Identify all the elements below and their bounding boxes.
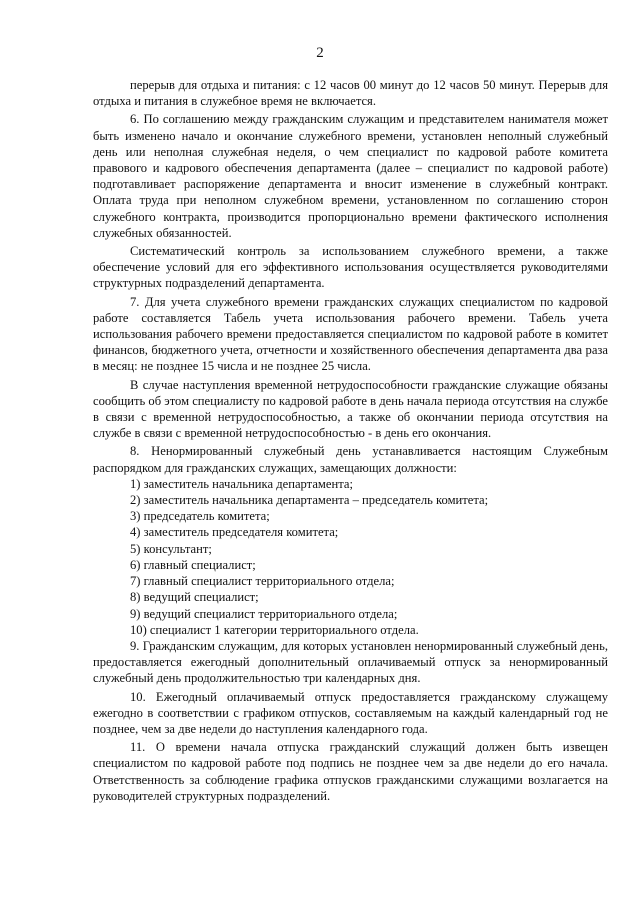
list-item: 4) заместитель председателя комитета;	[130, 525, 339, 540]
list-item: 8) ведущий специалист;	[130, 590, 259, 605]
paragraph-item-11: 11. О времени начала отпуска гражданский служащий должен быть извещен специалистом по кадровой работе под подпись не позднее чем за две недели до его начала. Ответственность за соблюдение графика отпусков гражданскими служащими возлагается на руководителей структурных подразделений.	[93, 740, 608, 803]
positions-list	[93, 476, 608, 638]
paragraph-item-7: 7. Для учета служебного времени гражданских служащих специалистом по кадровой работе составляется Табель учета использования рабочего времени. Табель учета использования рабочего времени предоставляется специалистом по кадровой работе в комитет финансов, бюджетного учета, отчетности и хозяйственного обеспечения департамента два раза в месяц: не позднее 15 числа и не позднее 25 числа.	[93, 294, 608, 374]
list-item: 2) заместитель начальника департамента – председатель комитета;	[130, 493, 489, 508]
paragraph-control: Систематический контроль за использованием служебного времени, а также обеспечение условий для его эффективного использования осуществляется руководителями структурных подразделений департамента.	[93, 244, 608, 291]
list-item: 3) председатель комитета;	[130, 509, 270, 524]
list-item: 10) специалист 1 категории территориального отдела.	[130, 622, 419, 637]
document-body	[93, 77, 608, 804]
paragraph-item-8: 8. Ненормированный служебный день устанавливается настоящим Служебным распорядком для гражданских служащих, замещающих должности:	[93, 444, 608, 475]
paragraph-item-10: 10. Ежегодный оплачиваемый отпуск предоставляется гражданскому служащему ежегодно в соответствии с графиком отпусков, составляемым на каждый календарный год не позднее, чем за две недели до наступления календарного года.	[93, 689, 608, 736]
list-item: 6) главный специалист;	[130, 557, 256, 572]
paragraph-break-time: перерыв для отдыха и питания: с 12 часов 00 минут до 12 часов 50 минут. Перерыв для отдыха и питания в служебное время не включается.	[93, 78, 608, 109]
list-item: 5) консультант;	[130, 541, 212, 556]
page-number: 2	[316, 45, 324, 61]
paragraph-item-9: 9. Гражданским служащим, для которых установлен ненормированный служебный день, предоставляется ежегодный дополнительный оплачиваемый отпуск за ненормированный служебный день продолжительностью три календарных дня.	[93, 638, 608, 686]
paragraph-item-6: 6. По соглашению между гражданским служащим и представителем нанимателя может быть изменено начало и окончание служебного времени, установлен неполный служебный день или неполная служебная неделя, о чем специалист по кадровой работе комитета правового и кадрового обеспечения департамента (далее – специалист по кадровой работе) подготавливает распоряжение департамента и вносит изменение в служебный контракт. Оплата труда при неполном служебном времени, установленном по соглашению сторон служебного контракта, производится пропорционально времени фактического исполнения служебных обязанностей.	[93, 112, 608, 240]
list-item: 7) главный специалист территориального отдела;	[130, 574, 395, 589]
list-item: 9) ведущий специалист территориального отдела;	[130, 606, 398, 621]
paragraph-sick-leave: В случае наступления временной нетрудоспособности гражданские служащие обязаны сообщить об этом специалисту по кадровой работе в день начала периода отсутствия на службе в связи с временной нетрудоспособностью, а также об окончании периода отсутствия на службе в связи с временной нетрудоспособностью - в день его окончания.	[93, 377, 608, 441]
list-item: 1) заместитель начальника департамента;	[130, 476, 353, 491]
